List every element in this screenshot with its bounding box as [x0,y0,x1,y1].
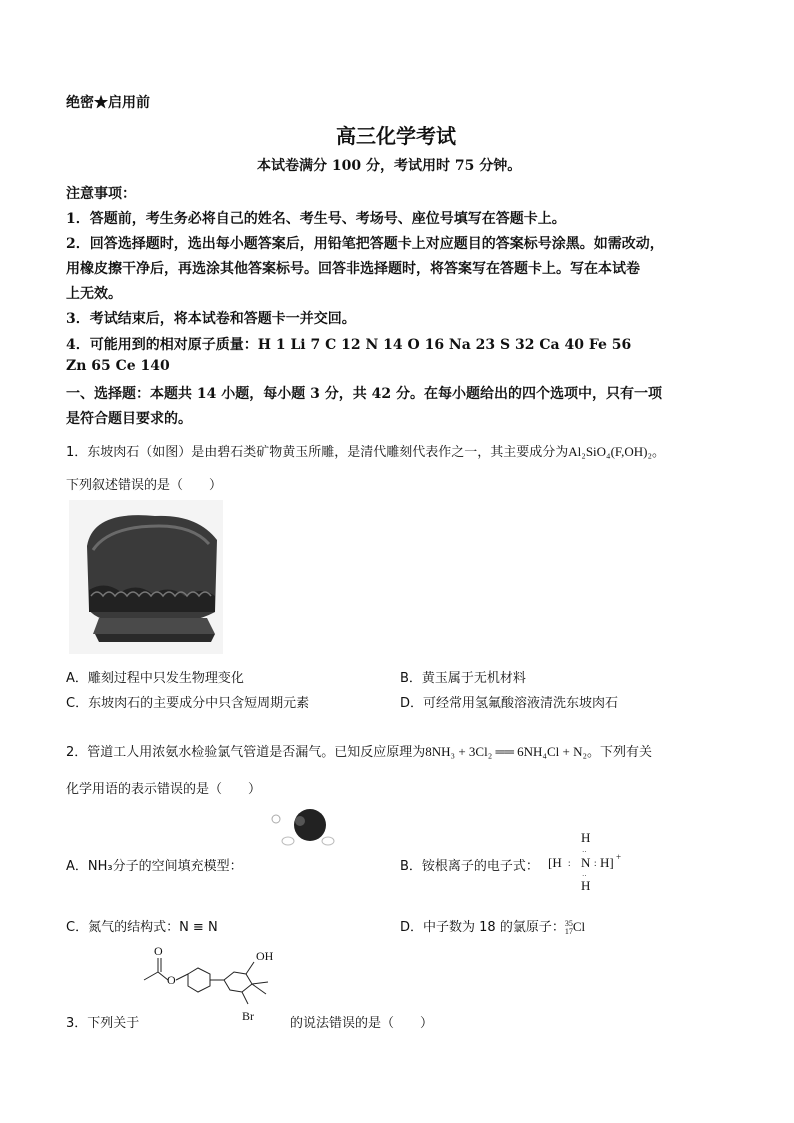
page-subtitle: 本试卷满分 100 分，考试用时 75 分钟。 [257,158,522,174]
svg-text:[H: [H [548,855,562,870]
note-1: 1．答题前，考生务必将自己的姓名、考生号、考场号、座位号填写在答题卡上。 [66,211,566,227]
q3-stem-suffix: 的说法错误的是（ ） [290,1016,434,1031]
q2-stem-line-2: 化学用语的表示错误的是（ ） [66,782,262,797]
svg-text::: : [594,858,597,868]
nh3-space-filling-model [262,805,348,859]
q1-option-d: D．可经常用氢氟酸溶液清洗东坡肉石 [400,696,619,711]
q2-option-b: B．铵根离子的电子式： [400,859,539,874]
svg-text:OH: OH [256,949,274,963]
svg-text:+: + [616,852,622,862]
page-title: 高三化学考试 [336,124,456,148]
section-1-heading: 一、选择题：本题共 14 小题，每小题 3 分，共 42 分。在每小题给出的四个选项中，只有一项 [66,386,662,402]
confidential-mark: 绝密★启用前 [66,95,150,111]
q1-stem-line-2: 下列叙述错误的是（ ） [66,478,223,493]
q2-option-d: D．中子数为 18 的氯原子： 35 17 Cl [400,919,586,937]
q1-option-a: A．雕刻过程中只发生物理变化 [66,671,244,686]
q1-option-b: B．黄玉属于无机材料 [400,671,526,686]
q3-stem-prefix: 3．下列关于 [66,1016,140,1031]
svg-text:H: H [581,878,591,892]
svg-text:N: N [581,855,591,870]
q2-stem-line-1: 2．管道工人用浓氨水检验氯气管道是否漏气。已知反应原理为8NH₃ + 3Cl₂ ══ 6NH₄Cl + N₂。下列有关 [66,744,653,760]
dongpo-meat-stone-photo [69,500,223,654]
q2-option-c: C．氮气的结构式：N ≡ N [66,920,218,935]
note-4-line-2: Zn 65 Ce 140 [66,358,170,374]
note-2-line-2: 用橡皮擦干净后，再选涂其他答案标号。回答非选择题时，将答案写在答题卡上。写在本试卷 [66,261,640,277]
q1-stem-line-1: 1．东坡肉石（如图）是由碧石类矿物黄玉所雕，是清代雕刻代表作之一，其主要成分为Al₂SiO₄(F,OH)₂。 [66,444,665,460]
svg-text::: : [568,858,571,868]
svg-text:O: O [167,973,176,987]
svg-text:O: O [154,944,163,958]
q2-option-a: A．NH₃分子的空间填充模型： [66,859,243,874]
notes-heading: 注意事项： [66,186,136,202]
svg-text:··: ·· [582,872,587,880]
svg-text:··: ·· [582,848,587,856]
note-2-line-3: 上无效。 [66,286,122,302]
note-4-line-1: 4．可能用到的相对原子质量：H 1 Li 7 C 12 N 14 O 16 Na 23 S 32 Ca 40 Fe 56 [66,337,632,353]
ammonium-electron-formula [548,830,624,896]
note-3: 3．考试结束后，将本试卷和答题卡一并交回。 [66,311,356,327]
svg-text:Br: Br [242,1009,254,1023]
q3-structure-diagram [138,940,288,1034]
note-2-line-1: 2．回答选择题时，选出每小题答案后，用铅笔把答题卡上对应题目的答案标号涂黑。如需改动， [66,236,664,252]
section-1-heading-2: 是符合题目要求的。 [66,411,192,427]
q1-option-c: C．东坡肉石的主要成分中只含短周期元素 [66,696,310,711]
svg-text:H]: H] [600,855,614,870]
svg-text:H: H [581,830,591,845]
